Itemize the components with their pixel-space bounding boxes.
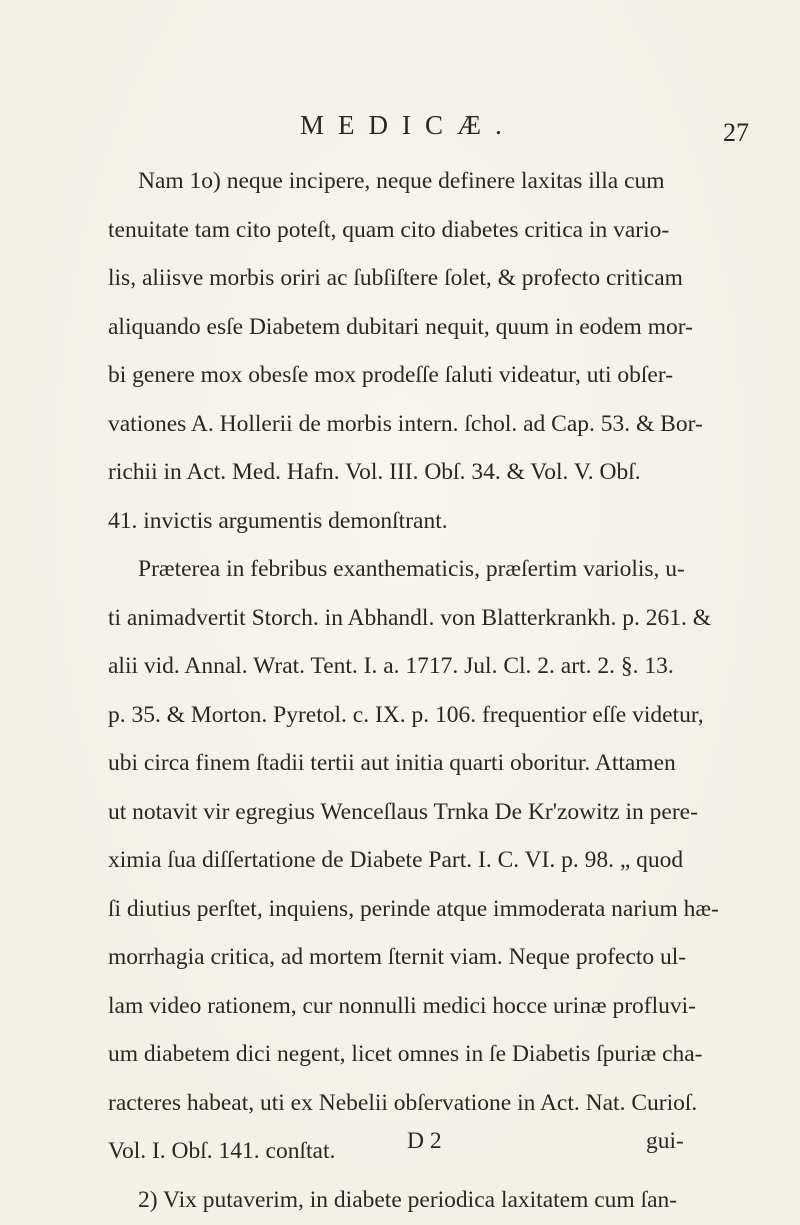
text-line: richii in Act. Med. Hafn. Vol. III. Obſ. 34. & Vol. V. Obſ.: [108, 459, 641, 485]
text-line: um diabetem dici negent, licet omnes in ſe Diabetis ſpuriæ cha-: [108, 1041, 703, 1067]
text-line: ubi circa finem ſtadii tertii aut initia quarti oboritur. Attamen: [108, 750, 676, 776]
text-line: tenuitate tam cito poteſt, quam cito diabetes critica in vario-: [108, 216, 670, 243]
text-line: alii vid. Annal. Wrat. Tent. I. a. 1717. Jul. Cl. 2. art. 2. §. 13.: [108, 653, 674, 679]
body-text: [108, 157, 719, 1224]
text-line: lis, aliisve morbis oriri ac ſubſiſtere ſolet, & profecto criticam: [108, 265, 683, 291]
running-title: MEDICÆ.: [300, 110, 516, 140]
text-line: Præterea in febribus exanthematicis, præſertim variolis, u-: [138, 556, 685, 582]
text-line: Vol. I. Obſ. 141. conſtat.: [108, 1138, 336, 1164]
text-line: p. 35. & Morton. Pyretol. c. IX. p. 106. frequentior eſſe videtur,: [108, 701, 704, 728]
text-line: lam video rationem, cur nonnulli medici hocce urinæ profluvi-: [108, 992, 696, 1019]
page-number: 27: [723, 118, 749, 147]
signature-mark: D 2: [407, 1128, 442, 1154]
text-line: aliquando esſe Diabetem dubitari nequit, quum in eodem mor-: [108, 313, 693, 340]
page-footer: [0, 1128, 800, 1168]
text-line: vationes A. Hollerii de morbis intern. ſchol. ad Cap. 53. & Bor-: [108, 410, 703, 437]
running-head: [0, 110, 800, 150]
text-line: racteres habeat, uti ex Nebelii obſervatione in Act. Nat. Curioſ.: [108, 1089, 698, 1116]
text-line: ximia ſua diſſertatione de Diabete Part. I. C. VI. p. 98. „ quod: [108, 847, 684, 873]
text-line: ut notavit vir egregius Wenceſlaus Trnka De Kr'zowitz in pere-: [108, 798, 698, 825]
text-line: 2) Vix putaverim, in diabete periodica laxitatem cum ſan-: [138, 1186, 678, 1213]
text-line: Nam 1o) neque incipere, neque definere laxitas illa cum: [138, 168, 665, 194]
text-line: ſi diutius perſtet, inquiens, perinde atque immoderata narium hæ-: [108, 895, 719, 922]
catchword: gui-: [646, 1128, 684, 1154]
text-line: ti animadvertit Storch. in Abhandl. von Blatterkrankh. p. 261. &: [108, 604, 712, 631]
text-line: morrhagia critica, ad mortem ſternit viam. Neque profecto ul-: [108, 944, 687, 970]
text-line: 41. invictis argumentis demonſtrant.: [108, 507, 448, 534]
text-line: bi genere mox obesſe mox prodeſſe ſaluti videatur, uti obſer-: [108, 362, 674, 388]
